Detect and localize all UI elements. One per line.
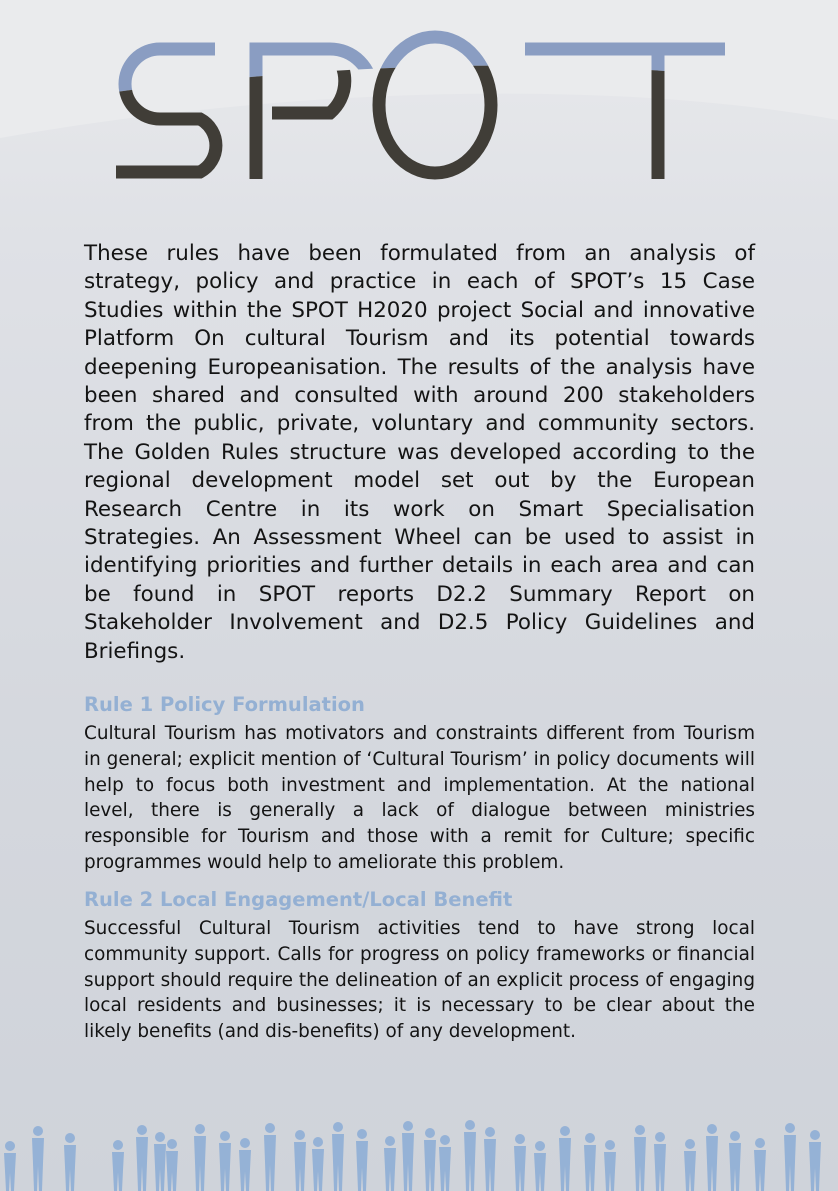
person-silhouette	[584, 1133, 596, 1191]
rule-1-body: Cultural Tourism has motivators and constraints different from Tourism in general; explicit mention of ‘Cultural Tourism’ in policy documents will help to focus both investment and implementation. At the national level, there is generally a lack of dialogue between ministries responsible for Tourism and those with a remit for Culture; specific programmes would help to ameliorate this problem.	[84, 723, 755, 873]
person-silhouette	[809, 1130, 821, 1191]
person-silhouette	[729, 1131, 741, 1191]
intro-paragraph: These rules have been formulated from an analysis of strategy, policy and practice in each of SPOT’s 15 Case Studies within the SPOT H2020 project Social and innovative Platform On cultural Tourism and its potential towards deepening Europeanisation. The results of the analysis have been shared and consulted with around 200 stakeholders from the public, private, voluntary and community sectors. The Golden Rules structure was developed according to the regional development model set out by the European Research Centre in its work on Smart Specialisation Strategies. An Assessment Wheel can be used to assist in identifying priorities and further details in each area and can be found in SPOT reports D2.2 Summary Report on Stakeholder Involvement and D2.5 Policy Guidelines and Briefings.	[84, 241, 755, 664]
person-silhouette	[112, 1140, 124, 1191]
person-silhouette	[559, 1126, 571, 1191]
person-silhouette	[136, 1125, 148, 1191]
person-silhouette	[706, 1124, 718, 1191]
rule-2-title: Rule 2 Local Engagement/Local Benefit	[84, 888, 513, 911]
person-silhouette	[356, 1129, 368, 1191]
rule-2-body: Successful Cultural Tourism activities tend to have strong local community support. Calls for progress on policy frameworks or financial support should require the delineation of an explicit process of engaging local residents and businesses; it is necessary to be clear about the likely benefits (and dis-benefits) of any development.	[84, 918, 755, 1043]
person-silhouette	[264, 1123, 276, 1191]
person-silhouette	[634, 1125, 646, 1191]
person-silhouette	[439, 1135, 451, 1191]
person-silhouette	[154, 1132, 166, 1191]
person-silhouette	[754, 1138, 766, 1191]
person-silhouette	[384, 1136, 396, 1191]
person-silhouette	[464, 1120, 476, 1191]
person-silhouette	[604, 1140, 616, 1191]
person-silhouette	[332, 1122, 344, 1191]
person-silhouette	[32, 1126, 44, 1191]
person-silhouette	[514, 1134, 526, 1191]
person-silhouette	[4, 1141, 16, 1191]
person-silhouette	[654, 1132, 666, 1191]
rule-1-title: Rule 1 Policy Formulation	[84, 693, 365, 716]
person-silhouette	[784, 1123, 796, 1191]
person-silhouette	[424, 1128, 436, 1191]
person-silhouette	[534, 1141, 546, 1191]
person-silhouette	[484, 1127, 496, 1191]
person-silhouette	[64, 1133, 76, 1191]
person-silhouette	[312, 1137, 324, 1191]
person-silhouette	[219, 1131, 231, 1191]
person-silhouette	[294, 1130, 306, 1191]
person-silhouette	[402, 1121, 414, 1191]
person-silhouette	[684, 1139, 696, 1191]
person-silhouette	[239, 1138, 251, 1191]
person-silhouette	[166, 1139, 178, 1191]
spot-logo	[0, 0, 838, 200]
person-silhouette	[194, 1124, 206, 1191]
people-silhouettes-footer	[0, 1116, 838, 1191]
